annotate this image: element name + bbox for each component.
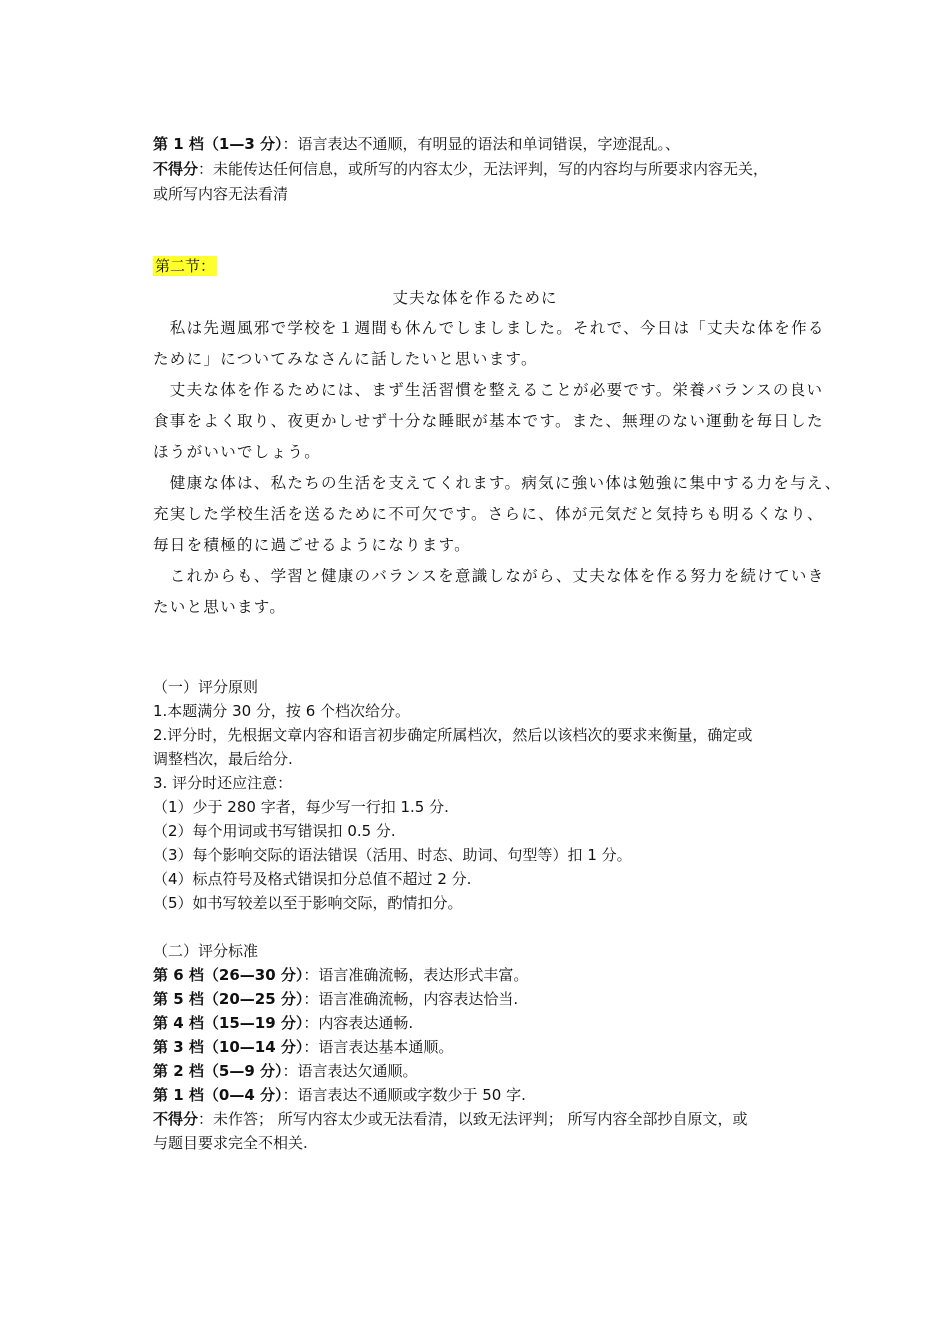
tier-1-line (153, 133, 680, 155)
essay-line: 食事をよく取り、夜更かしせず十分な睡眠が基本です。また、無理のない運動を毎日した (153, 412, 824, 430)
zero-score-line (153, 158, 768, 180)
tier-1-text: ：语言表达不通顺，有明显的语法和单词错误，字迹混乱。、 (282, 135, 680, 153)
essay-line: ために」についてみなさんに話したいと思います。 (153, 350, 538, 368)
principles-heading: （一）评分原则 (153, 678, 259, 696)
essay-line: 丈夫な体を作るためには、まず生活習慣を整えることが必要です。栄養バランスの良い (153, 381, 824, 399)
standard-tier-1 (153, 1084, 526, 1106)
standards-zero-line (153, 1108, 748, 1130)
principle-item: 2.评分时，先根据文章内容和语言初步确定所属档次，然后以该档次的要求来衡量，确定或 (153, 726, 753, 744)
section-2-heading (153, 255, 217, 277)
essay-line: 私は先週風邪で学校を１週間も休んでしましました。それで、今日は「丈夫な体を作る (153, 319, 825, 337)
principle-item: 调整档次，最后给分. (153, 750, 293, 768)
principle-item: 1.本题满分 30 分，按 6 个档次给分。 (153, 702, 411, 720)
highlighted-heading: 第二节： (155, 257, 216, 275)
tier-text: ：语言准确流畅，内容表达恰当. (303, 990, 519, 1008)
essay-line: 充実した学校生活を送るために不可欠です。さらに、体が元気だと気持ちも明るくなり、 (153, 505, 824, 523)
principle-item: （4）标点符号及格式错误扣分总值不超过 2 分. (153, 870, 472, 888)
principle-item: （3）每个影响交际的语法错误（活用、时态、助词、句型等）扣 1 分。 (153, 846, 632, 864)
essay-title: 丈夫な体を作るために (392, 289, 558, 307)
tier-text: ：语言表达欠通顺。 (282, 1062, 418, 1080)
principle-item: 3. 评分时还应注意： (153, 774, 293, 792)
standards-zero-line-2: 与题目要求完全不相关. (153, 1134, 308, 1152)
standards-heading: （二）评分标准 (153, 942, 259, 960)
tier-label: 第 2 档（5—9 分） (153, 1062, 283, 1080)
tier-text: ：语言表达不通顺或字数少于 50 字. (282, 1086, 526, 1104)
standard-tier-3 (153, 1036, 453, 1058)
tier-label: 第 1 档（0—4 分） (153, 1086, 283, 1104)
tier-label: 第 4 档（15—19 分） (153, 1014, 304, 1032)
zero-score-label: 不得分 (153, 160, 199, 178)
essay-line: これからも、学習と健康のバランスを意識しながら、丈夫な体を作る努力を続けていき (153, 567, 825, 585)
standard-tier-2 (153, 1060, 418, 1082)
tier-label: 第 3 档（10—14 分） (153, 1038, 304, 1056)
essay-line: 毎日を積極的に過ごせるようになります。 (153, 536, 471, 554)
standard-tier-5 (153, 988, 518, 1010)
standard-tier-6 (153, 964, 528, 986)
principle-item: （5）如书写较差以至于影响交际，酌情扣分。 (153, 894, 463, 912)
standard-tier-4 (153, 1012, 413, 1034)
zero-score-text: ：未能传达任何信息，或所写的内容太少，无法评判，写的内容均与所要求内容无关， (198, 160, 769, 178)
zero-score-line-2: 或所写内容无法看清 (153, 185, 289, 203)
essay-line: ほうがいいでしょう。 (153, 443, 322, 461)
tier-text: ：内容表达通畅. (303, 1014, 414, 1032)
tier-label: 第 6 档（26—30 分） (153, 966, 304, 984)
essay-line: 健康な体は、私たちの生活を支えてくれます。病気に強い体は勉強に集中する力を与え、 (153, 474, 842, 492)
tier-1-label: 第 1 档（1—3 分） (153, 135, 283, 153)
zero-score-text: ：未作答； 所写内容太少或无法看清，以致无法评判； 所写内容全部抄自原文，或 (198, 1110, 748, 1128)
principle-item: （2）每个用词或书写错误扣 0.5 分. (153, 822, 396, 840)
essay-line: たいと思います。 (153, 598, 287, 616)
tier-label: 第 5 档（20—25 分） (153, 990, 304, 1008)
zero-score-label: 不得分 (153, 1110, 199, 1128)
tier-text: ：语言表达基本通顺。 (303, 1038, 454, 1056)
principle-item: （1）少于 280 字者，每少写一行扣 1.5 分. (153, 798, 449, 816)
tier-text: ：语言准确流畅，表达形式丰富。 (303, 966, 529, 984)
